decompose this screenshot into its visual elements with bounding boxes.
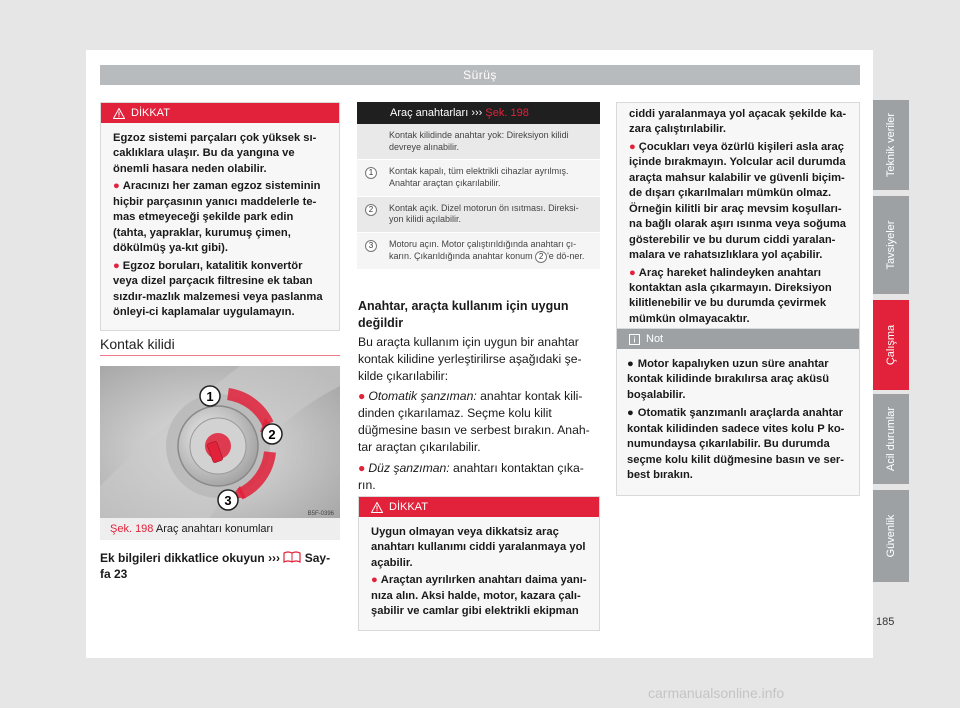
svg-text:3: 3 (224, 493, 232, 508)
running-header: Sürüş (100, 65, 860, 85)
tab-label: Acil durumlar (885, 406, 897, 472)
row-number (357, 197, 385, 232)
svg-text:1: 1 (206, 389, 214, 404)
body-text (358, 334, 600, 493)
note-body (617, 349, 859, 495)
ignition-lock-illustration (100, 366, 340, 518)
tab-calisma[interactable] (873, 300, 909, 390)
warning-box-continued (616, 102, 860, 338)
bullet-icon: ● (113, 259, 120, 272)
row-text-part: 'e dö-ner. (547, 250, 585, 261)
watermark: carmanualsonline.info (648, 685, 785, 701)
warning-bullet (629, 140, 847, 264)
bullet-text: Otomatik şanzımanlı araçlarda anahtar kontak kilidinden sadece vites kolu P ko-numundaysa çıkarılabilir. Bu durumda seçme kolu kilit düğmesine basın ve ser-best bırakın. (627, 407, 845, 482)
bullet-text: Egzoz boruları, katalitik konvertör veya dizel parçacık filtresine ek taban sızdır-mazlık malzemesi veya paslanma önleyi-ci kaplamalar uygulamayın. (113, 259, 323, 318)
warning-bullet (113, 259, 327, 321)
tab-acil-durumlar[interactable] (873, 394, 909, 484)
bullet-icon: ● (629, 140, 636, 153)
item-label: Düz şanzıman: (368, 460, 450, 475)
warning-triangle-icon (371, 502, 383, 513)
key-positions-table (357, 102, 600, 270)
tab-label: Güvenlik (885, 514, 897, 558)
bullet-text: Çocukları veya özürlü kişileri asla araç içinde bırakmayın. Yolcular acil durumda araçta mahsur kalabilir ve güvenli biçim-de dışarı çıkarılmaları mümkün olmaz. Örneğin kilitli bir araç mevsim koşulları-na bağlı olarak aşırı ısınma veya soğuma gösterebilir ve bu durum ciddi yaralan-malara ve rahatsızlıklara yol açabilir. (629, 140, 847, 262)
bullet-text: Motor kapalıyken uzun süre anahtar kontak kilidinde bırakılırsa araç aküsü boşalabilir. (627, 358, 830, 401)
table-row (357, 160, 600, 196)
svg-text:2: 2 (268, 427, 276, 442)
note-bullet (627, 357, 849, 403)
note-bullet (627, 406, 849, 483)
body-intro: Bu araçta kullanım için uygun bir anahtar kontak kilidine yerleştirilirse aşağıdaki şe-kilde çıkarılabilir: (358, 335, 582, 383)
bullet-icon: ● (627, 407, 634, 420)
warning-body (101, 123, 339, 330)
bullet-icon: ● (371, 574, 378, 587)
bullet-icon: ● (358, 389, 366, 404)
bullet-text: Araçtan ayrılırken anahtarı daima yanı-nıza alın. Aksi halde, motor, kazara çalı-şabilir ve camlar gibi elektrikli ekipman (371, 574, 587, 618)
page-link[interactable]: Say-fa 23 (100, 551, 331, 582)
callout-1 (200, 386, 220, 406)
figure-code: B5F-0396 (307, 511, 334, 517)
table-header-arrows: ››› (471, 107, 483, 119)
number-badge: 1 (365, 167, 377, 179)
warning-bullet (629, 266, 847, 328)
row-text-part: Motoru açın. Motor çalıştırıldığında anahtarı çı-karın. Çıkarıldığında anahtar konum (389, 239, 577, 261)
inline-number-badge: 2 (535, 251, 547, 263)
bullet-text: Araç hareket halindeyken anahtarı kontaktan asla çıkarmayın. Direksiyon kilitlenebilir ve bu durumda çevirmek mümkün olmayacaktır. (629, 266, 832, 325)
callout-2 (262, 424, 282, 444)
more-info-text: Ek bilgileri dikkatlice okuyun (100, 551, 265, 565)
row-number (357, 233, 385, 269)
callout-3 (218, 490, 238, 510)
info-icon (629, 334, 640, 345)
warning-box-exhaust (100, 102, 340, 331)
more-info (100, 550, 340, 582)
note-title: Not (646, 333, 664, 345)
page-number: 185 (876, 616, 895, 628)
row-text: Kontak kilidinde anahtar yok: Direksiyon kilidi devreye alınabilir. (389, 130, 569, 152)
table-row (357, 124, 600, 160)
caption-text: Araç anahtarı konumları (155, 523, 274, 535)
note-box (616, 328, 860, 496)
tab-teknik-veriler[interactable] (873, 100, 909, 190)
warning-intro: Uygun olmayan veya dikkatsiz araç anahtarı kullanımı ciddi yaralanmaya yol açabilir. (371, 526, 586, 569)
warning-body (359, 517, 599, 630)
table-header-text: Araç anahtarları (390, 107, 469, 119)
warning-header (101, 103, 339, 123)
warning-header (359, 497, 599, 517)
bullet-icon: ● (627, 358, 634, 370)
bullet-icon: ● (113, 180, 120, 193)
more-info-arrows: ››› (268, 551, 281, 565)
section-title-unsuitable-key: Anahtar, araçta kullanım için uygun değildir (358, 299, 569, 330)
warning-intro: Egzoz sistemi parçaları çok yüksek sı-caklıklara ulaşır. Bu da yangına ve önemli hasara neden olabilir. (113, 132, 317, 175)
caption-ref: Şek. 198 (110, 523, 154, 535)
section-title-kontak: Kontak kilidi (100, 336, 175, 352)
body-item (358, 388, 600, 455)
tab-label: Çalışma (885, 324, 897, 366)
item-label: Otomatik şanzıman: (368, 389, 477, 404)
body-item (358, 460, 600, 494)
table-header-ref: Şek. 198 (485, 107, 529, 119)
warning-box-key-use (358, 496, 600, 631)
item-text: anahtarı kontaktan çıka-rın. (358, 460, 584, 492)
warning-body (617, 103, 859, 337)
tab-label: Teknik veriler (885, 112, 897, 178)
table-header (357, 102, 600, 124)
row-text (385, 233, 600, 269)
number-badge: 2 (365, 204, 377, 216)
warning-title: DİKKAT (131, 107, 170, 119)
row-text: Kontak açık. Dizel motorun ön ısıtması. Direksi-yon kilidi açılabilir. (389, 202, 579, 225)
figure-caption (100, 518, 340, 540)
row-number (357, 124, 385, 159)
bullet-text: Aracınızı her zaman egzoz sisteminin hiçbir parçasının yanıcı maddelerle te-mas etmeyeceği şekilde park edin (tahta, yapraklar, kurumuş çimen, dökülmüş ya-kıt gibi). (113, 180, 321, 255)
tab-tavsiyeler[interactable] (873, 196, 909, 294)
row-number (357, 160, 385, 195)
number-badge: 3 (365, 240, 377, 252)
tab-label: Tavsiyeler (885, 220, 897, 270)
warning-title: DİKKAT (389, 501, 428, 513)
tab-guvenlik[interactable] (873, 490, 909, 582)
section-rule (100, 355, 340, 356)
book-icon (283, 551, 301, 563)
table-row (357, 233, 600, 270)
bullet-icon: ● (629, 266, 636, 279)
figure-ignition-lock (100, 366, 340, 518)
row-text: Kontak kapalı, tüm elektrikli cihazlar ayrılmış. Anahtar araçtan çıkarılabilir. (389, 166, 569, 189)
item-text: anahtar kontak kili-dinden çıkarılamaz. Seçme kolu kilit düğmesine basın ve serbest bırakın. Anah-tar araçtan çıkarılabilir. (358, 389, 590, 454)
note-header (617, 329, 859, 349)
warning-bullet (113, 179, 327, 256)
table-row (357, 197, 600, 233)
warning-bullet (371, 573, 587, 619)
warning-triangle-icon (113, 108, 125, 119)
warning-intro: ciddi yaralanmaya yol açacak şekilde ka-zara çalıştırılabilir. (629, 108, 847, 136)
bullet-icon: ● (358, 460, 366, 475)
